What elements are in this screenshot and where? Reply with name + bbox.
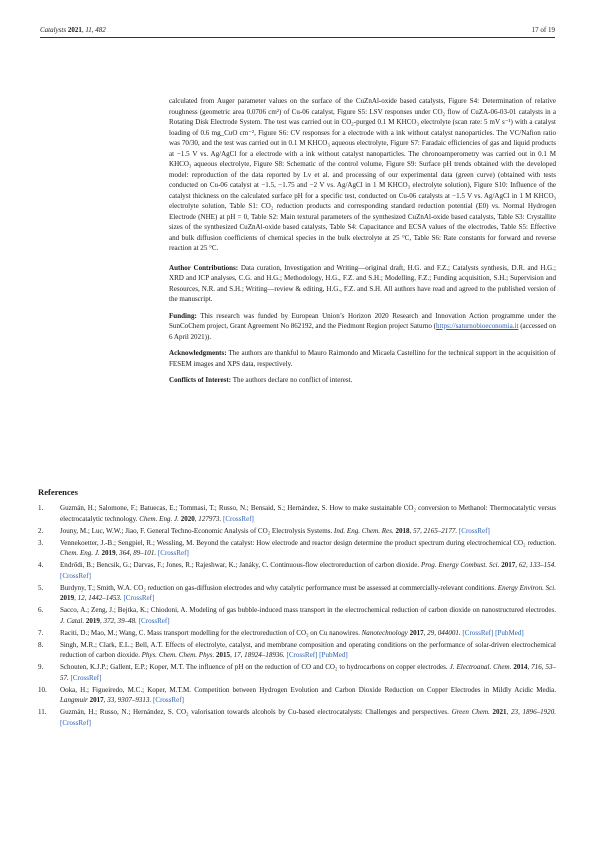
reference-details: , 17, 18924–18936. bbox=[230, 651, 285, 659]
reference-journal: Prog. Energy Combust. Sci. bbox=[420, 561, 500, 569]
reference-year: 2017 bbox=[409, 628, 424, 637]
funding-text-after: (accessed on 6 April 2021)). bbox=[169, 322, 556, 341]
author-contributions bbox=[169, 263, 556, 305]
reference-year: 2019 bbox=[85, 616, 100, 625]
journal-name: Catalysts bbox=[40, 26, 67, 34]
reference-journal: Chem. Eng. J. bbox=[139, 514, 179, 523]
reference-item bbox=[38, 503, 556, 524]
crossref-link[interactable]: [CrossRef] bbox=[60, 718, 91, 727]
reference-journal: Nanotechnology bbox=[361, 628, 408, 637]
references-title: References bbox=[38, 487, 78, 497]
author-contributions-text: Data curation, Investigation and Writing—original draft, H.G. and F.Z.; Catalysts synthesis, D.R. and H.G.; XRD and ICP analyses, C.G. and H.G.; Methodology, H.G., F.Z. and S.H.; Modelling, F.Z.; Funding acquisition, S.H.; Supervision and Resources, N.R. and S.H.; Writing—review & editing, H.G., F.Z. and S.H. All authors have read and agreed to the published version of the manuscript. bbox=[169, 263, 556, 303]
reference-authors-title: Raciti, D.; Mao, M.; Wang, C. Mass transport modelling for the electroreduction of CO₂ on Cu nanowires. bbox=[60, 628, 360, 637]
reference-journal: Chem. Eng. J. bbox=[60, 549, 100, 557]
reference-journal: Phys. Chem. Chem. Phys. bbox=[141, 651, 215, 659]
reference-year: 2014 bbox=[513, 663, 528, 671]
reference-journal: Ind. Eng. Chem. Res. bbox=[334, 526, 394, 535]
reference-authors-title: Vennekoetter, J.-B.; Sengpiel, R.; Wessling, M. Beyond the catalyst: How electrode and reactor design determine the product spectrum during electrochemical CO₂ reduction. bbox=[60, 538, 556, 547]
crossref-link[interactable]: [CrossRef] bbox=[123, 594, 155, 602]
reference-journal: Langmuir bbox=[60, 696, 88, 704]
reference-journal: J. Electroanal. Chem. bbox=[449, 663, 512, 671]
reference-authors-title: Schouten, K.J.P.; Gallent, E.P.; Koper, M.T. The influence of pH on the reduction of CO and CO₂ to hydrocarbons on copper electrodes. bbox=[60, 663, 448, 671]
crossref-link[interactable]: [CrossRef] bbox=[157, 549, 189, 557]
reference-item bbox=[38, 662, 556, 683]
crossref-link[interactable]: [CrossRef] bbox=[153, 696, 184, 704]
reference-journal: J. Catal. bbox=[60, 616, 85, 625]
page-header bbox=[40, 24, 555, 36]
reference-authors-title: Endrődi, B.; Bencsik, G.; Darvas, F.; Jones, R.; Rajeshwar, K.; Janáky, C. Continuous-flow electroreduction of carbon dioxide. bbox=[60, 561, 420, 569]
crossref-link[interactable]: [CrossRef] bbox=[222, 514, 254, 523]
supplementary-list: calculated from Auger parameter values on the surface of the CuZnAl-oxide based catalysts, Figure S4: Determination of relative roughness (geometric area 0.0706 cm²) of Cu-06 catalyst, Figure S5: LSV responses under CO₂ flow of CuZA-06-03-01 catalysts in a Rotating Disk Electrode System. The test was carried out in CO₂-purged 0.1 M KHCO₃ electrolyte (scan rate: 5 mV s⁻¹) with a catalyst loading of 0.6 mg_CuO cm⁻², Figure S6: CV responses for a electrode with a ink without catalyst nanoparticles. The VC/Nafion ratio was 70/30, and the test was carried out in 0.1 M KHCO₃ aqueous electrolyte, Figure S7: Faradaic efficiencies of gas and liquid products at −1.5 V vs. Ag/AgCl for a electrode with a ink without catalyst nanoparticles. The chronoamperometry was carried out in 0.1 M KHCO₃ aqueous electrolyte, Figure S8: Schematic of the control volume, Figure S9: Surface pH trends obtained with the developed model: reproduction of the data reported by Lv et al. and processing of our experimental data (green curve) (obtained with tests conducted on Cu-06 catalyst at −1.5, −1.75 and −2 V vs. Ag/AgCl in 1 M KHCO₃ electrolyte solution), Figure S10: Influence of the catalyst thickness on the calculated surface pH for a specific test, conducted on Cu-06 catalysts at −1.5 V vs. Ag/AgCl in 1 M KHCO₃ electrolyte solution, Table S1: CO₂ reduction products and corresponding standard reduction potential (E0) vs. Normal Hydrogen Electrode (NHE) at pH = 0, Table S2: Main textural parameters of the synthesized CuZnAl-oxide based catalysts, Table S3: Crystallite sizes of the synthesized CuZnAl-oxide based catalysts, Table S4: Capacitance and ECSA values of the electrodes, Table S5: Effective and bulk diffusion coefficients of chemical species in the bulk electrolyte at 25 °C, Table S6: Rate constants for forward and reverse reaction at 25 °C. bbox=[169, 97, 556, 252]
reference-number: 4. bbox=[38, 561, 44, 569]
acknowledgments-text: The authors are thankful to Mauro Raimondo and Micaela Castellino for the technical support in the acquisition of FESEM images and XPS data, respectively. bbox=[169, 349, 557, 368]
reference-details: , 57, 2165–2177. bbox=[409, 526, 458, 535]
funding bbox=[169, 311, 556, 343]
journal-year: 2021 bbox=[67, 26, 82, 34]
reference-item bbox=[38, 707, 556, 728]
reference-journal: Energy Environ. Sci. bbox=[497, 583, 557, 592]
reference-number: 8. bbox=[38, 640, 44, 649]
acknowledgments bbox=[169, 348, 556, 369]
reference-item bbox=[38, 605, 556, 626]
reference-authors-title: Ooka, H.; Figueiredo, M.C.; Koper, M.T.M. Competition between Hydrogen Evolution and Carbon Dioxide Reduction on Copper Electrodes in Mildly Acidic Media. bbox=[60, 685, 556, 694]
reference-number: 7. bbox=[38, 628, 44, 637]
reference-year: 2015 bbox=[215, 651, 231, 659]
crossref-link[interactable]: [CrossRef] bbox=[70, 673, 102, 682]
reference-details: , 372, 39–48. bbox=[99, 616, 137, 625]
funding-text-before: This research was funded by European Union’s Horizon 2020 Research and Innovation Action programme under the SunCoChem project, Grant Agreement No 862192, and the Piedmont Region project Saturno ( bbox=[169, 311, 556, 330]
reference-details: , 23, 1896–1920. bbox=[506, 708, 556, 716]
page-number: 17 of 19 bbox=[531, 26, 555, 34]
reference-authors-title: Guzmán, H.; Salomone, F.; Batuecas, E.; Tommasi, T.; Russo, N.; Bensaid, S.; Hernández, S. How to make sustainable CO₂ conversion to Methanol: Thermocatalytic versus electrocatalytic technology. bbox=[60, 504, 556, 523]
reference-number: 11. bbox=[38, 708, 47, 716]
reference-number: 2. bbox=[38, 526, 44, 535]
journal-volume-article: , 11, 482 bbox=[81, 26, 106, 34]
reference-details: , 33, 9307–9313. bbox=[103, 696, 152, 704]
reference-item bbox=[38, 583, 556, 604]
reference-journal: Green Chem. bbox=[451, 708, 490, 716]
reference-details: , 29, 044001. bbox=[423, 628, 461, 637]
reference-year: 2019 bbox=[60, 594, 75, 602]
reference-year: 2019 bbox=[101, 549, 116, 557]
reference-authors-title: Sacco, A.; Zeng, J.; Bejtka, K.; Chiodoni, A. Modeling of gas bubble-induced mass transport in the electrochemical reduction of carbon dioxide on nanostructured electrodes. bbox=[60, 606, 556, 614]
reference-year: 2017 bbox=[501, 561, 516, 569]
author-contributions-label: Author Contributions: bbox=[169, 263, 239, 272]
reference-number: 6. bbox=[38, 606, 44, 614]
reference-number: 10. bbox=[38, 685, 47, 694]
reference-year: 2021 bbox=[492, 708, 507, 716]
reference-year: 2020 bbox=[180, 514, 195, 523]
crossref-link[interactable]: [CrossRef] bbox=[462, 628, 494, 637]
reference-details: , 127973. bbox=[194, 514, 222, 523]
reference-item bbox=[38, 560, 556, 581]
reference-year: 2017 bbox=[89, 696, 104, 704]
reference-item bbox=[38, 640, 556, 661]
reference-number: 3. bbox=[38, 538, 44, 547]
reference-item bbox=[38, 628, 556, 639]
pubmed-link[interactable]: [PubMed] bbox=[495, 628, 524, 637]
acknowledgments-label: Acknowledgments: bbox=[169, 349, 227, 357]
reference-details: , 62, 133–154. bbox=[515, 561, 556, 569]
conflicts-of-interest bbox=[169, 375, 556, 386]
crossref-link[interactable]: [CrossRef] bbox=[286, 651, 318, 659]
reference-details: , 12, 1442–1453. bbox=[74, 594, 122, 602]
reference-item bbox=[38, 685, 556, 706]
crossref-link[interactable]: [CrossRef] bbox=[138, 616, 170, 625]
reference-year: 2018 bbox=[395, 526, 410, 535]
crossref-link[interactable]: [CrossRef] bbox=[458, 526, 490, 535]
reference-list bbox=[38, 503, 556, 728]
funding-label: Funding: bbox=[169, 311, 197, 320]
reference-number: 5. bbox=[38, 583, 44, 592]
funding-link[interactable]: https://saturnobioeconomia.it bbox=[436, 322, 519, 330]
conflicts-text: The authors declare no conflict of interest. bbox=[232, 376, 353, 384]
pubmed-link[interactable]: [PubMed] bbox=[319, 651, 348, 659]
crossref-link[interactable]: [CrossRef] bbox=[60, 571, 91, 580]
main-text bbox=[169, 96, 556, 392]
header-rule bbox=[40, 37, 555, 38]
reference-number: 9. bbox=[38, 663, 44, 671]
reference-item bbox=[38, 538, 556, 559]
reference-number: 1. bbox=[38, 504, 44, 512]
reference-details: , 716, 53–57. bbox=[60, 663, 557, 682]
journal-citation bbox=[40, 24, 106, 36]
reference-authors-title: Singh, M.R.; Clark, E.L.; Bell, A.T. Effects of electrolyte, catalyst, and membrane composition and operating conditions on the performance of solar-driven electrochemical reduction of carbon dioxide. bbox=[60, 640, 556, 659]
reference-authors-title: Burdyny, T.; Smith, W.A. CO₂ reduction on gas-diffusion electrodes and why catalytic performance must be assessed at commercially-relevant conditions. bbox=[60, 583, 496, 592]
reference-authors-title: Guzmán, H.; Russo, N.; Hernández, S. CO₂ valorisation towards alcohols by Cu-based electrocatalysts: Challenges and perspectives. bbox=[60, 708, 449, 716]
reference-authors-title: Jouny, M.; Luc, W.W.; Jiao, F. General Techno-Economic Analysis of CO₂ Electrolysis Systems. bbox=[60, 526, 333, 535]
reference-details: , 364, 89–101. bbox=[115, 549, 157, 557]
conflicts-label: Conflicts of Interest: bbox=[169, 376, 232, 384]
references-section bbox=[38, 486, 556, 730]
reference-item bbox=[38, 526, 556, 537]
